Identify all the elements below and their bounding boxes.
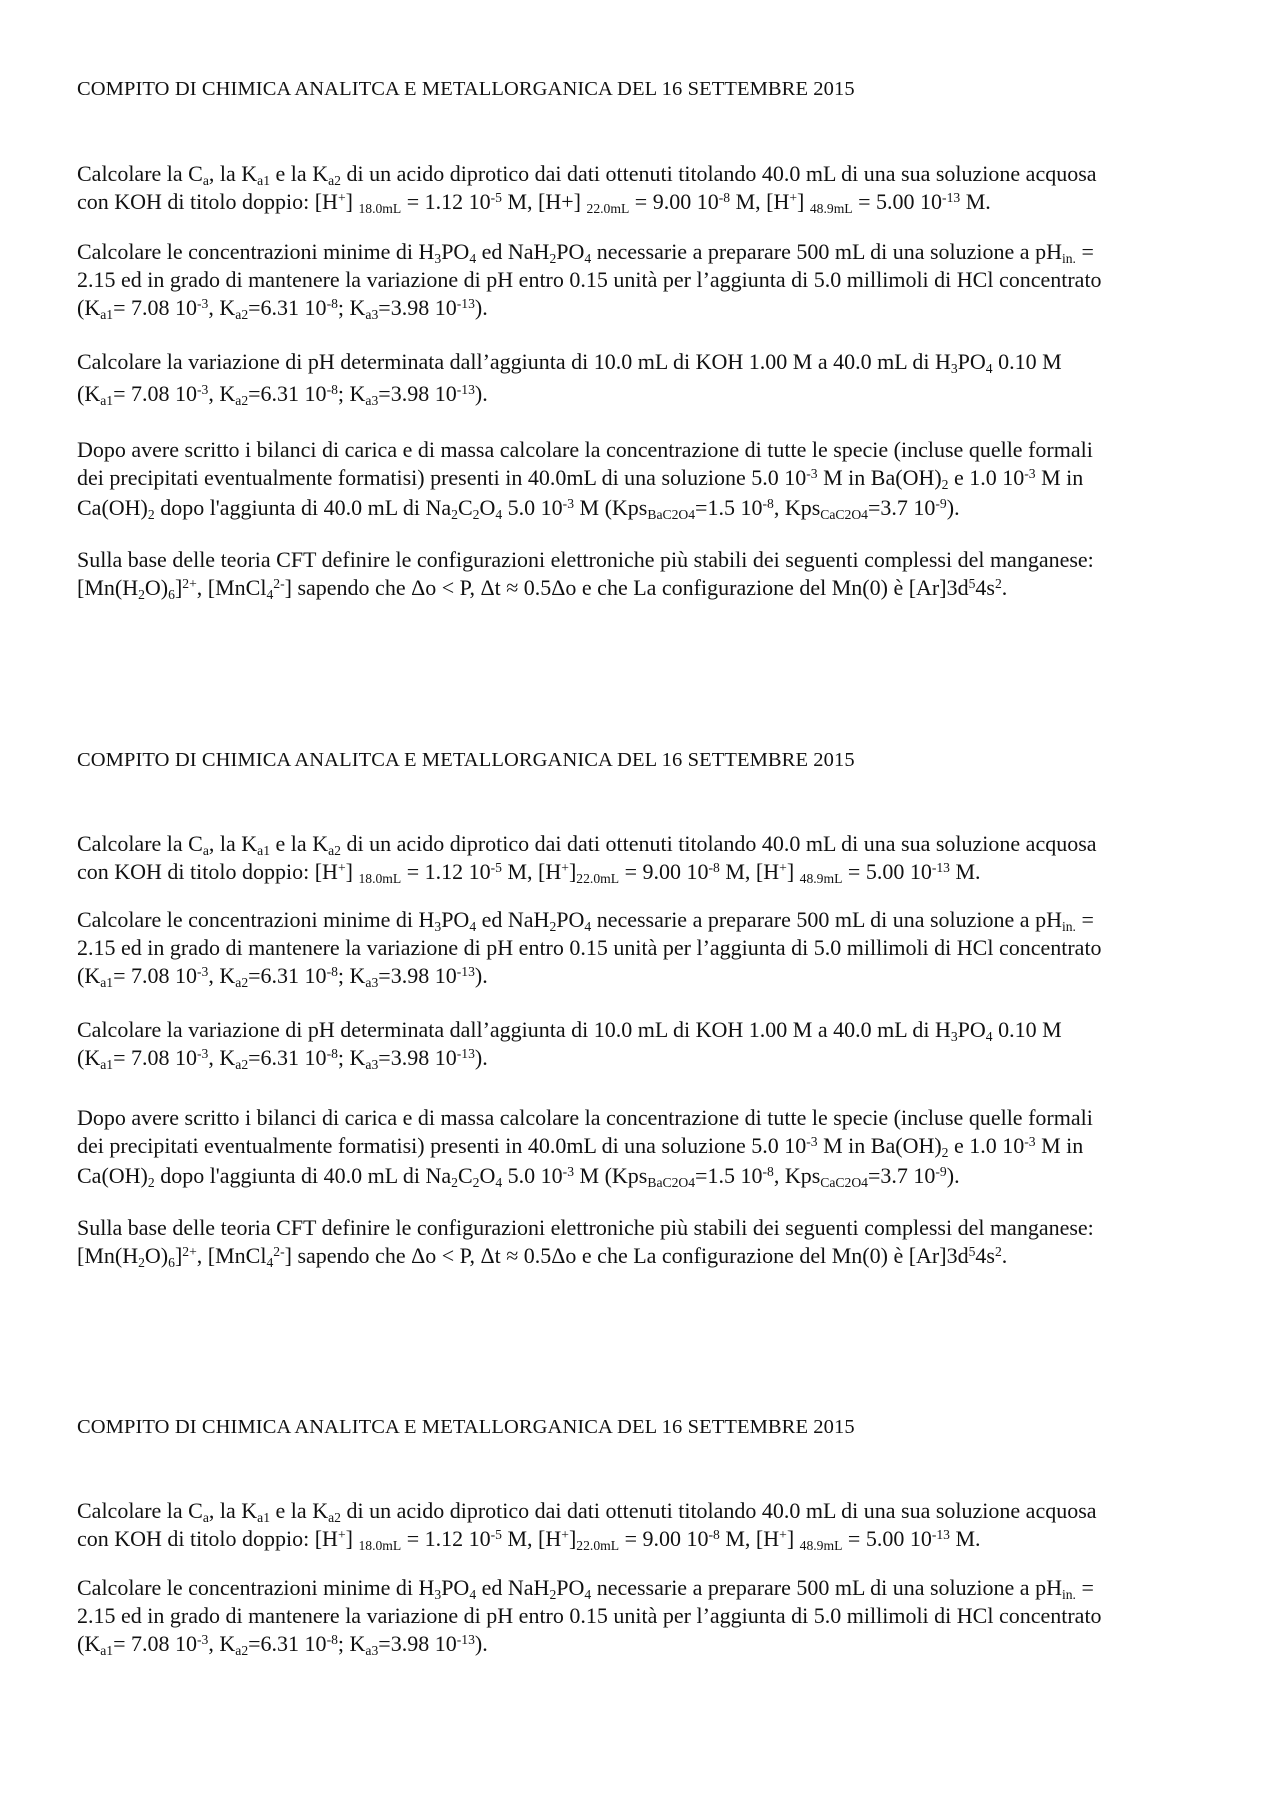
exam-title-2 — [77, 746, 1217, 774]
question-2-copy-2 — [77, 906, 1217, 990]
question-3: Calcolare la variazione di pH determinata dall’aggiunta di 10.0 mL di KOH 1.00 M a 40.0 mL di $H_3PO_4$ 0.10 M ($K_{a1}= 7.08$ $10^{-3}$, $K_{a2}=6.31$ $10^{-8}$; $K_{a3}=3.98$ $10^{-13}$). — [77, 1017, 1062, 1072]
question-1: Calcolare la $C_a$, la $K_{a1}$ e la $K_{a2}$ di un acido diprotico dai dati ottenuti titolando 40.0 mL di una sua soluzione acquosa con KOH di titolo doppio: [H+] $_{18.0mL}$ = 1.12 $10^{-5}$ M, [H+] $_{22.0mL}$ = 9.00 $10^{-8}$ M, [H+] $_{48.9mL}$ = 5.00 $10^{-13}$ M. — [77, 161, 1097, 216]
question-1-copy-1 — [77, 160, 1217, 216]
question-4-copy-2 — [77, 1104, 1217, 1190]
question-1-copy-3 — [77, 1497, 1217, 1553]
exam-title-1 — [77, 75, 1217, 103]
question-5-copy-2 — [77, 1214, 1217, 1270]
question-3-copy-1 — [77, 348, 1217, 408]
exam-title: COMPITO DI CHIMICA ANALITCA E METALLORGANICA DEL 16 SETTEMBRE 2015 — [77, 78, 855, 100]
question-5: Sulla base delle teoria CFT definire le configurazioni elettroniche più stabili dei seguenti complessi del manganese: $[Mn(H_2O)_6]^{2+}$, [MnCl$_4^{2-}$] sapendo che Δo < P, Δt ≈ 0.5Δo e che La configurazione del Mn(0) è $[Ar]3d^54s^2$. — [77, 547, 1094, 602]
question-4: Dopo avere scritto i bilanci di carica e di massa calcolare la concentrazione di tutte le specie (incluse quelle formali dei precipitati eventualmente formatisi) presenti in 40.0mL di una soluzione 5.0 $10^{-3}$ M in $Ba(OH)_2$ e 1.0 $10^{-3}$ M in $Ca(OH)_2$ dopo l'aggiunta di 40.0 mL di $Na_2C_2O_4$ 5.0 $10^{-3}$ M (Kps$_{BaC2O4}$=1.5 $10^{-8}$, Kps$_{CaC2O4}$=3.7 $10^{-9}$). — [77, 1105, 1093, 1190]
question-1-copy-2 — [77, 830, 1217, 886]
question-2-copy-1 — [77, 238, 1217, 322]
question-2: Calcolare le concentrazioni minime di $H_3PO_4$ ed $NaH_2PO_4$ necessarie a preparare 500 mL di una soluzione a $pH_{in.}$ = 2.15 ed in grado di mantenere la variazione di pH entro 0.15 unità per l’aggiunta di 5.0 millimoli di HCl concentrato ($K_{a1}= 7.08$ $10^{-3}$, $K_{a2}=6.31$ $10^{-8}$; $K_{a3}=3.98$ $10^{-13}$). — [77, 239, 1102, 322]
question-2-copy-3 — [77, 1574, 1217, 1658]
question-2: Calcolare le concentrazioni minime di $H_3PO_4$ ed $NaH_2PO_4$ necessarie a preparare 500 mL di una soluzione a $pH_{in.}$ = 2.15 ed in grado di mantenere la variazione di pH entro 0.15 unità per l’aggiunta di 5.0 millimoli di HCl concentrato ($K_{a1}= 7.08$ $10^{-3}$, $K_{a2}=6.31$ $10^{-8}$; $K_{a3}=3.98$ $10^{-13}$). — [77, 907, 1102, 990]
exam-title: COMPITO DI CHIMICA ANALITCA E METALLORGANICA DEL 16 SETTEMBRE 2015 — [77, 1416, 855, 1438]
question-1: Calcolare la $C_a$, la $K_{a1}$ e la $K_{a2}$ di un acido diprotico dai dati ottenuti titolando 40.0 mL di una sua soluzione acquosa con KOH di titolo doppio: [H+] $_{18.0mL}$ = 1.12 $10^{-5}$ M, $[H^+]_{22.0mL} = 9.00$ $10^{-8}$ M, [H+] $_{48.9mL}$ = 5.00 $10^{-13}$ M. — [77, 1498, 1097, 1553]
question-5-copy-1 — [77, 546, 1217, 602]
question-4-copy-1 — [77, 436, 1217, 522]
question-1: Calcolare la $C_a$, la $K_{a1}$ e la $K_{a2}$ di un acido diprotico dai dati ottenuti titolando 40.0 mL di una sua soluzione acquosa con KOH di titolo doppio: [H+] $_{18.0mL}$ = 1.12 $10^{-5}$ M, $[H^+]_{22.0mL} = 9.00$ $10^{-8}$ M, [H+] $_{48.9mL}$ = 5.00 $10^{-13}$ M. — [77, 831, 1097, 886]
exam-title: COMPITO DI CHIMICA ANALITCA E METALLORGANICA DEL 16 SETTEMBRE 2015 — [77, 749, 855, 771]
question-3: Calcolare la variazione di pH determinata dall’aggiunta di 10.0 mL di KOH 1.00 M a 40.0 mL di $H_3PO_4$ 0.10 M ($K_{a1}= 7.08$ $10^{-3}$, $K_{a2}=6.31$ $10^{-8}$; $K_{a3}=3.98$ $10^{-13}$). — [77, 349, 1062, 408]
question-4: Dopo avere scritto i bilanci di carica e di massa calcolare la concentrazione di tutte le specie (incluse quelle formali dei precipitati eventualmente formatisi) presenti in 40.0mL di una soluzione 5.0 $10^{-3}$ M in $Ba(OH)_2$ e 1.0 $10^{-3}$ M in $Ca(OH)_2$ dopo l'aggiunta di 40.0 mL di $Na_2C_2O_4$ 5.0 $10^{-3}$ M (Kps$_{BaC2O4}$=1.5 $10^{-8}$, Kps$_{CaC2O4}$=3.7 $10^{-9}$). — [77, 437, 1093, 522]
question-5: Sulla base delle teoria CFT definire le configurazioni elettroniche più stabili dei seguenti complessi del manganese: $[Mn(H_2O)_6]^{2+}$, [MnCl$_4^{2-}$] sapendo che Δo < P, Δt ≈ 0.5Δo e che La configurazione del Mn(0) è $[Ar]3d^54s^2$. — [77, 1215, 1094, 1270]
question-2: Calcolare le concentrazioni minime di $H_3PO_4$ ed $NaH_2PO_4$ necessarie a preparare 500 mL di una soluzione a $pH_{in.}$ = 2.15 ed in grado di mantenere la variazione di pH entro 0.15 unità per l’aggiunta di 5.0 millimoli di HCl concentrato ($K_{a1}= 7.08$ $10^{-3}$, $K_{a2}=6.31$ $10^{-8}$; $K_{a3}=3.98$ $10^{-13}$). — [77, 1575, 1102, 1658]
exam-title-3 — [77, 1413, 1217, 1441]
question-3-copy-2 — [77, 1016, 1217, 1072]
